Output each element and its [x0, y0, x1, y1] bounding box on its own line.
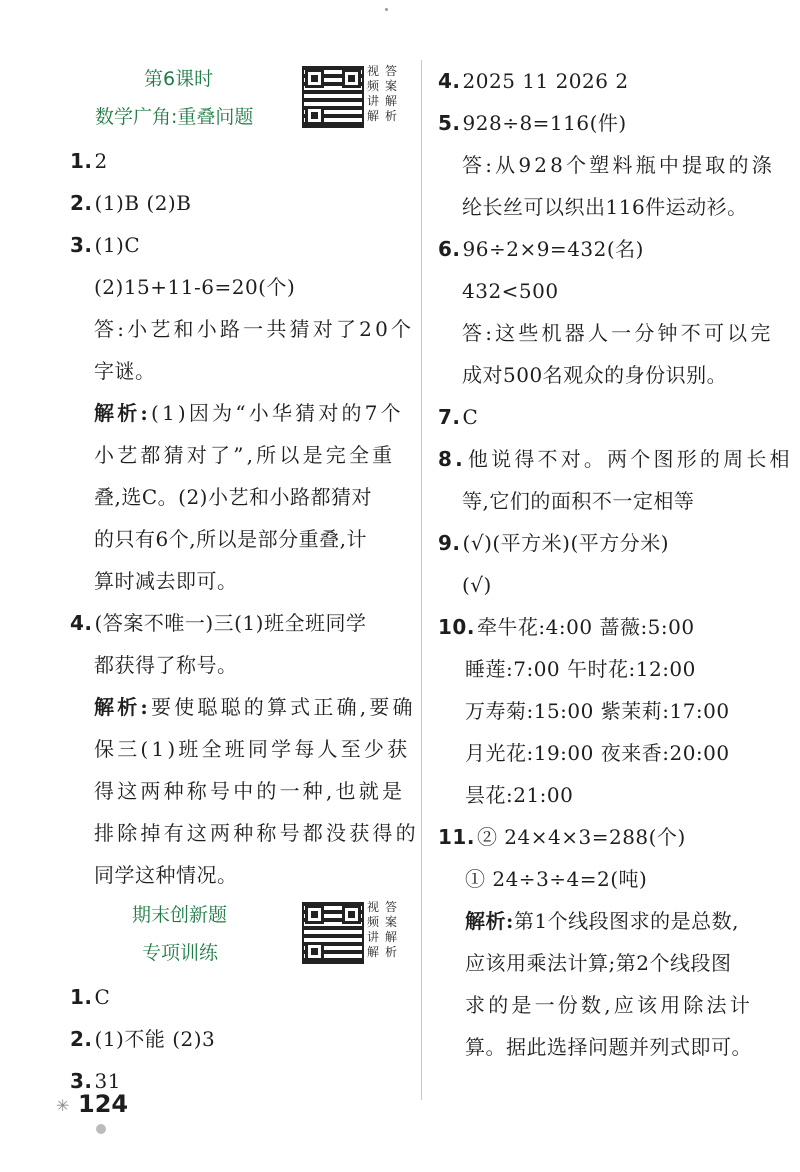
answer-line: 1. C: [70, 985, 111, 1009]
left-column: [70, 60, 419, 1102]
answer-line: 2. (1)不能 (2)3: [70, 1027, 216, 1051]
answer-line: 3. (1)C: [70, 233, 141, 257]
answer-line: 昙花:21:00: [465, 783, 574, 807]
analysis-label: 解析:: [465, 909, 514, 933]
answer-line: 4. (答案不唯一)三(1)班全班同学: [70, 611, 367, 635]
answer-line: 字谜。: [94, 359, 156, 383]
answer-line: 都获得了称号。: [94, 653, 238, 677]
answer-line: 3. 31: [70, 1069, 121, 1093]
answer-line: 成对500名观众的身份识别。: [462, 363, 728, 387]
analysis-line: 算。据此选择问题并列式即可。: [465, 1035, 752, 1059]
analysis-line: 小艺都猜对了”,所以是完全重: [94, 443, 396, 467]
page-number: 124: [78, 1090, 129, 1118]
answer-line: 答:这些机器人一分钟不可以完: [462, 321, 774, 345]
answer-line: 月光花:19:00 夜来香:20:00: [465, 741, 730, 765]
answer-line: (2)15+11-6=20(个): [94, 275, 296, 299]
answer-line: 答:小艺和小路一共猜对了20个: [94, 317, 415, 341]
answer-line: 6. 96÷2×9=432(名): [438, 237, 644, 261]
analysis-line: 解析:第1个线段图求的是总数,: [465, 909, 739, 933]
qr-code-icon[interactable]: [302, 902, 364, 964]
analysis-line: 的只有6个,所以是部分重叠,计: [94, 527, 367, 551]
star-ornament-icon: ✳: [56, 1096, 70, 1115]
analysis-line: 保三(1)班全班同学每人至少获: [94, 737, 411, 761]
analysis-line: 排除掉有这两种称号都没获得的: [94, 821, 419, 845]
answer-line: 4. 2025 11 2026 2: [438, 69, 629, 93]
qr-code-icon[interactable]: [302, 66, 364, 128]
answer-line: 10. 牵牛花:4:00 蔷薇:5:00: [438, 615, 695, 639]
analysis-label: 解析:: [94, 695, 151, 719]
answer-line: 1. 2: [70, 149, 108, 173]
analysis-line: 算时减去即可。: [94, 569, 238, 593]
answer-line: 9. (√)(平方米)(平方分米): [438, 531, 670, 555]
analysis-label: 解析:: [94, 401, 151, 425]
answer-line: 8. 他说得不对。两个图形的周长相: [438, 447, 793, 471]
answer-line: ① 24÷3÷4=2(吨): [465, 867, 648, 891]
right-column: [438, 60, 793, 1068]
analysis-line: 同学这种情况。: [94, 863, 238, 887]
section-header-lesson6: [70, 60, 415, 140]
answer-line: (√): [462, 573, 492, 597]
qr-video-label: 视 频 讲 解 答 案 解 析: [366, 64, 397, 123]
answer-line: 2. (1)B (2)B: [70, 191, 192, 215]
analysis-line: 叠,选C。(2)小艺和小路都猜对: [94, 485, 372, 509]
answer-line: 432<500: [462, 279, 559, 303]
analysis-line: 解析:(1)因为“小华猜对的7个: [94, 401, 404, 425]
answer-line: 睡莲:7:00 午时花:12:00: [465, 657, 696, 681]
analysis-line: 解析:要使聪聪的算式正确,要确: [94, 695, 416, 719]
answer-line: 5. 928÷8=116(件): [438, 111, 627, 135]
decorative-dot: [385, 8, 388, 11]
column-divider: [421, 60, 422, 1100]
section-title: 第6课时: [144, 68, 214, 90]
answer-line: 万寿菊:15:00 紫茉莉:17:00: [465, 699, 730, 723]
answer-line: 答:从928个塑料瓶中提取的涤: [462, 153, 775, 177]
analysis-line: 求的是一份数,应该用除法计: [465, 993, 753, 1017]
flower-ornament-icon: [96, 1124, 106, 1134]
analysis-line: 得这两种称号中的一种,也就是: [94, 779, 406, 803]
answer-line: 等,它们的面积不一定相等: [462, 489, 695, 513]
answer-line: 7. C: [438, 405, 479, 429]
section-header-final-exam: [70, 896, 415, 976]
qr-video-label: 视 频 讲 解 答 案 解 析: [366, 900, 397, 959]
section-title: 期末创新题: [132, 904, 228, 926]
answer-line: 11. ② 24×4×3=288(个): [438, 825, 686, 849]
section-subtitle: 数学广角:重叠问题: [95, 106, 254, 128]
answer-line: 纶长丝可以织出116件运动衫。: [462, 195, 748, 219]
analysis-line: 应该用乘法计算;第2个线段图: [465, 951, 732, 975]
section-subtitle: 专项训练: [142, 942, 219, 964]
